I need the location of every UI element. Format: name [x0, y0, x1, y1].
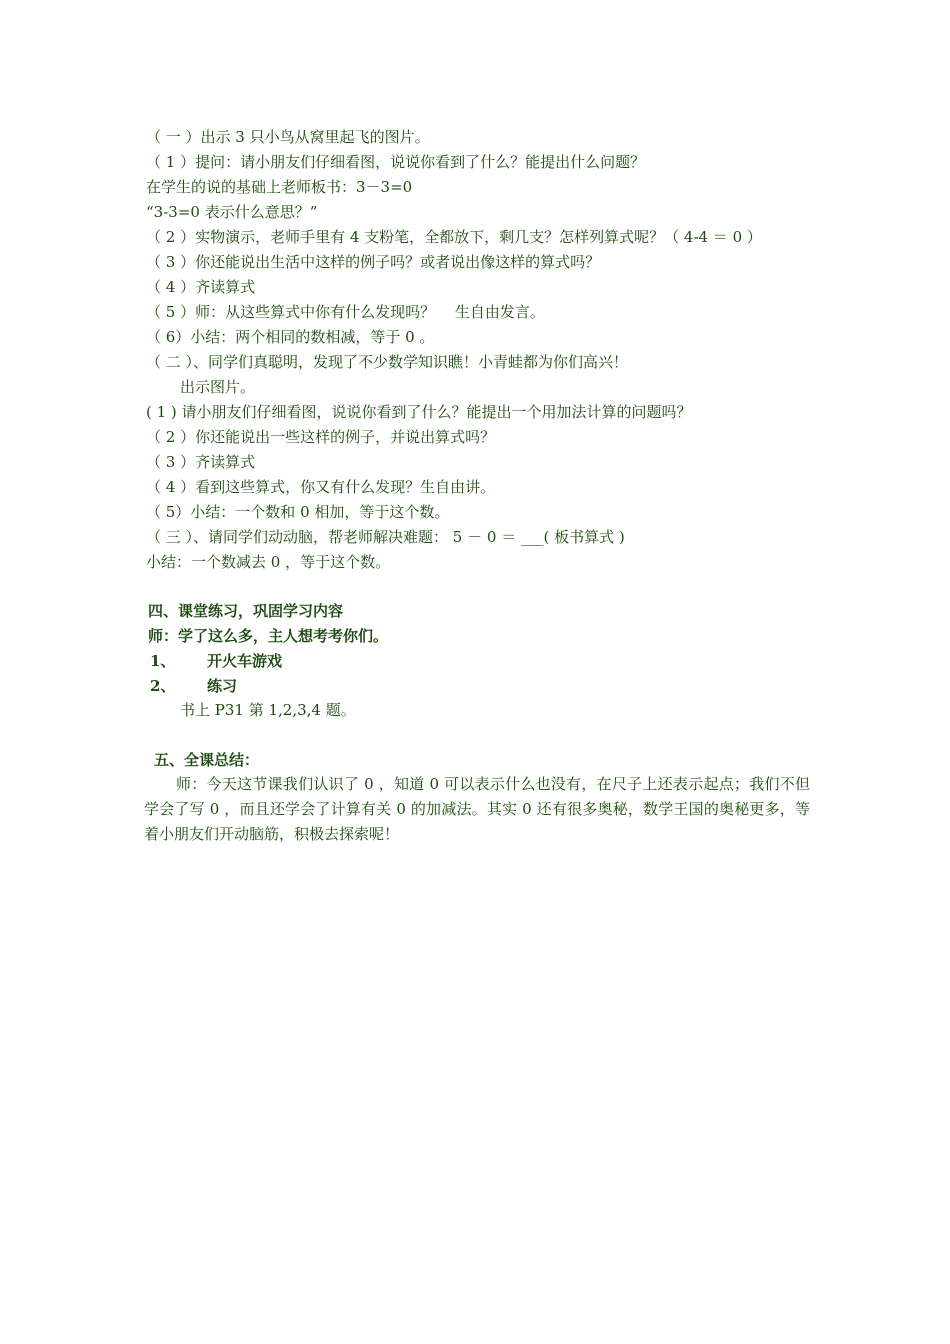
step-line: （ 3 ）你还能说出生活中这样的例子吗？或者说出像这样的算式吗？: [146, 253, 601, 271]
summary-paragraph-block: [144, 772, 810, 847]
step-line: ( 1 ) 请小朋友们仔细看图，说说你看到了什么？能提出一个用加法计算的问题吗？: [146, 403, 692, 421]
practice-item-2: [150, 676, 237, 696]
step-line: （ 3 ）齐读算式: [146, 453, 256, 471]
step-line: （ 1 ）提问：请小朋友们仔细看图，说说你看到了什么？能提出什么问题？: [146, 153, 646, 171]
practice-item-number: 2、: [150, 677, 176, 695]
step-line: （ 5）小结：一个数和 0 相加，等于这个数。: [146, 503, 450, 521]
summary-heading: 五、全课总结：: [154, 751, 260, 769]
step-line: “3-3=0 表示什么意思？”: [146, 203, 318, 221]
step-line: （ 5 ）师：从这些算式中你有什么发现吗？ 生自由发言。: [146, 303, 545, 321]
step-line: （ 4 ）齐读算式: [146, 278, 256, 296]
practice-item-text: 开火车游戏: [207, 652, 283, 670]
step-line: （ 三 ）、请同学们动动脑，帮老师解决难题： 5 － 0 ＝ ___( 板书算式 ): [146, 528, 625, 546]
practice-item-text: 练习: [207, 677, 238, 695]
step-line: （ 二 ）、同学们真聪明，发现了不少数学知识瞧！小青蛙都为你们高兴！: [146, 353, 629, 371]
practice-book-line: 书上 P31 第 1,2,3,4 题。: [180, 701, 356, 719]
summary-paragraph: 师：今天这节课我们认识了 0 ，知道 0 可以表示什么也没有，在尺子上还表示起点；我们不但学会了写 0 ，而且还学会了计算有关 0 的加减法。其实 0 还有很多奥秘，数学王国的奥秘更多，等着小朋友们开动脑筋，积极去探索呢！: [144, 775, 810, 843]
step-line: （ 一 ）出示 3 只小鸟从窝里起飞的图片。: [146, 128, 430, 146]
step-line: （ 2 ）实物演示，老师手里有 4 支粉笔，全都放下，剩几支？怎样列算式呢？（ 4-4 ＝ 0 ）: [146, 228, 762, 246]
practice-teacher-line: 师：学了这么多，主人想考考你们。: [148, 627, 389, 645]
practice-heading: 四、课堂练习，巩固学习内容: [148, 602, 344, 620]
step-line: （ 6）小结：两个相同的数相减，等于 0 。: [146, 328, 435, 346]
step-line: （ 4 ）看到这些算式，你又有什么发现？生自由讲。: [146, 478, 496, 496]
step-line: （ 2 ）你还能说出一些这样的例子，并说出算式吗？: [146, 428, 496, 446]
practice-item-1: [150, 651, 282, 671]
step-line: 在学生的说的基础上老师板书：3－3=0: [146, 178, 413, 196]
step-line: 出示图片。: [180, 378, 256, 396]
practice-item-number: 1、: [150, 652, 176, 670]
step-line: 小结：一个数减去 0 ，等于这个数。: [146, 553, 391, 571]
